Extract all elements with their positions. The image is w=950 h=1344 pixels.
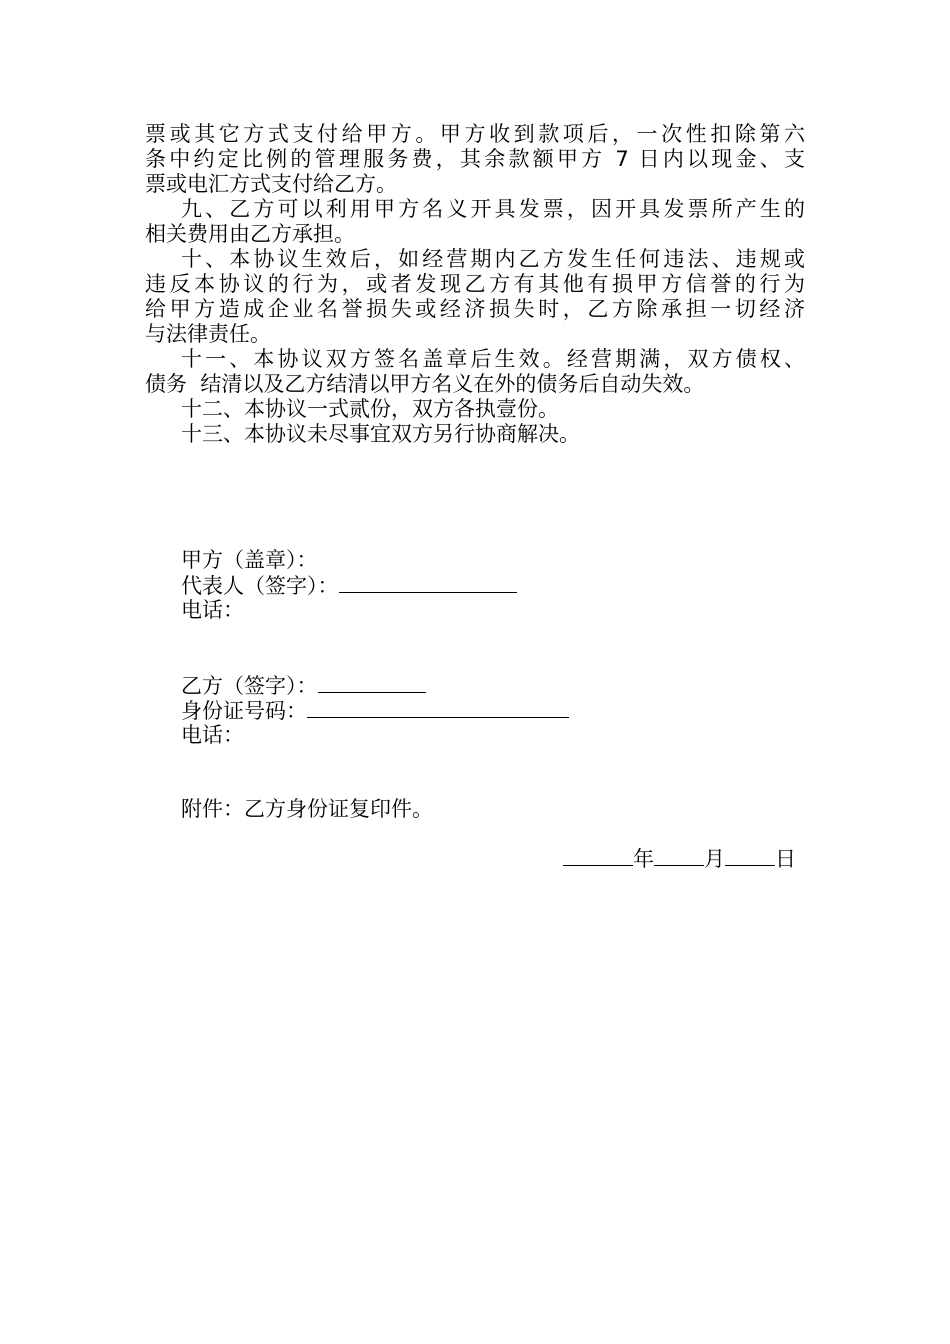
party-b-id-label: 身份证号码： [181, 699, 307, 723]
paragraph-8-line-2: 条中约定比例的管理服务费，其余款额甲方 7 日内以现金、支 [145, 147, 805, 171]
party-a-signature-block [181, 548, 517, 623]
paragraph-12: 十二、本协议一式贰份，双方各执壹份。 [181, 397, 559, 421]
party-b-sign-blank [318, 673, 426, 693]
paragraph-13: 十三、本协议未尽事宜双方另行协商解决。 [181, 422, 580, 446]
party-b-sign-row [181, 673, 569, 698]
month-blank [654, 846, 704, 866]
day-blank [725, 846, 775, 866]
party-b-id-row [181, 698, 569, 723]
year-blank [563, 846, 633, 866]
paragraph-8-line-3: 票或电汇方式支付给乙方。 [145, 172, 397, 196]
party-a-representative-row [181, 573, 517, 598]
party-b-signature-block [181, 673, 569, 748]
party-a-phone-label: 电话： [181, 598, 244, 622]
paragraph-10-line-1: 十、本协议生效后，如经营期内乙方发生任何违法、违规或 [181, 247, 805, 271]
paragraph-10-line-2: 违反本协议的行为，或者发现乙方有其他有损甲方信誉的行为 [145, 272, 805, 296]
attachment-note [181, 797, 433, 822]
date-row [563, 846, 796, 872]
paragraph-9-line-2: 相关费用由乙方承担。 [145, 222, 355, 246]
paragraph-10-line-3: 给甲方造成企业名誉损失或经济损失时，乙方除承担一切经济 [145, 297, 805, 321]
paragraph-10-line-4: 与法律责任。 [145, 322, 271, 346]
day-label: 日 [775, 847, 796, 871]
party-b-sign-label: 乙方（签字）： [181, 674, 318, 698]
party-b-id-blank [307, 698, 569, 718]
paragraph-9-line-1: 九、乙方可以利用甲方名义开具发票，因开具发票所产生的 [181, 197, 805, 221]
attachment-text: 附件：乙方身份证复印件。 [181, 797, 433, 821]
party-a-representative-blank [339, 573, 517, 593]
party-a-seal-label: 甲方（盖章）： [181, 548, 318, 572]
party-b-phone-label: 电话： [181, 723, 244, 747]
paragraph-8-line-1: 票或其它方式支付给甲方。甲方收到款项后，一次性扣除第六 [145, 122, 805, 146]
agreement-body [145, 122, 805, 447]
month-label: 月 [704, 847, 725, 871]
paragraph-11-line-1: 十一、本协议双方签名盖章后生效。经营期满，双方债权、 [181, 347, 805, 371]
party-a-representative-label: 代表人（签字）： [181, 574, 339, 598]
year-label: 年 [633, 847, 654, 871]
paragraph-11-line-2: 债务 结清以及乙方结清以甲方名义在外的债务后自动失效。 [145, 372, 705, 396]
